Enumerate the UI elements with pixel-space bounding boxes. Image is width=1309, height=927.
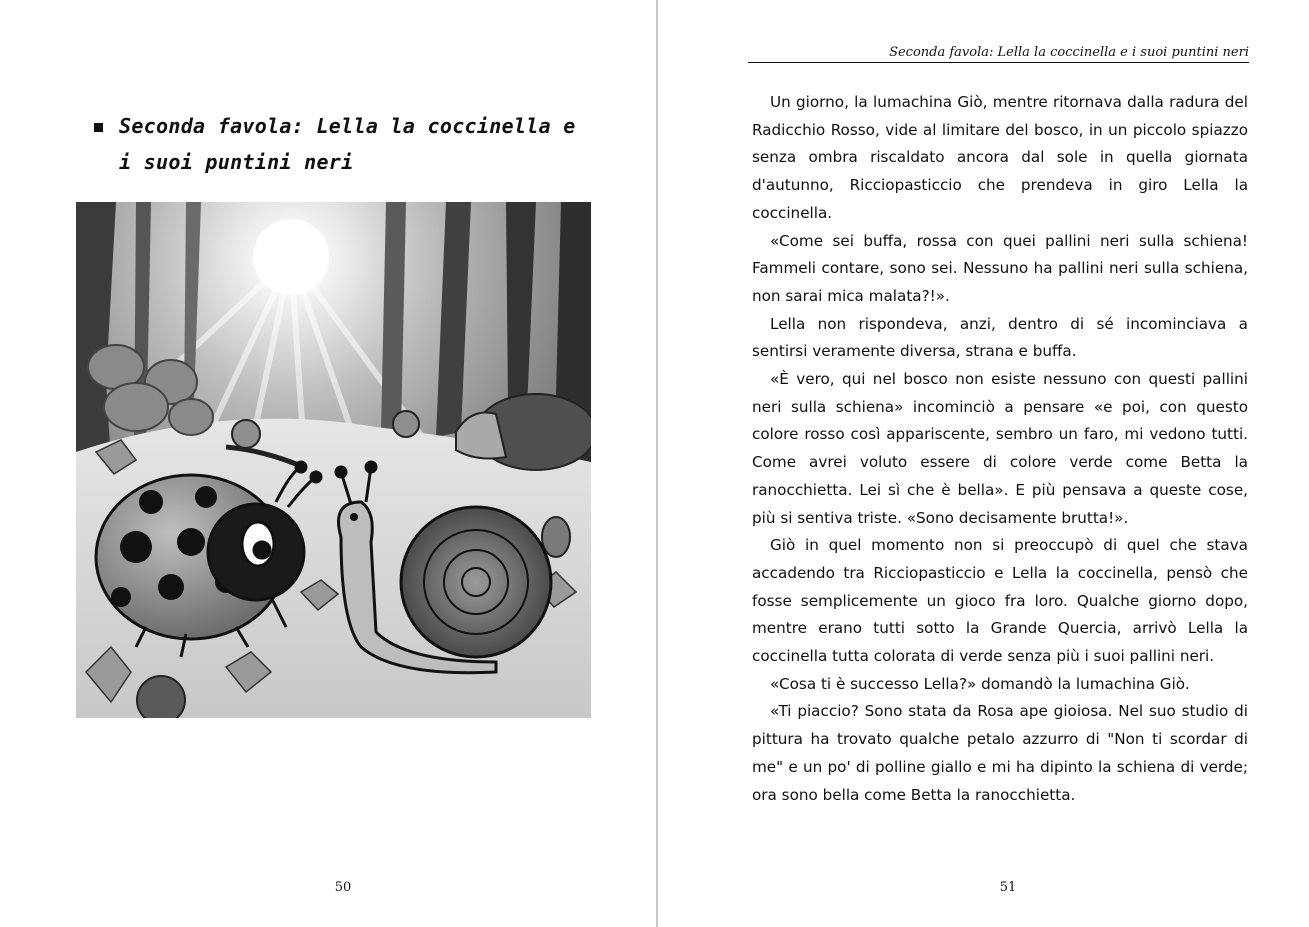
heading-bullet-icon bbox=[94, 123, 103, 132]
running-header: Seconda favola: Lella la coccinella e i suoi puntini neri bbox=[748, 45, 1249, 63]
chapter-heading bbox=[95, 108, 595, 180]
paragraph: Un giorno, la lumachina Giò, mentre ritornava dalla radura del Radicchio Rosso, vide al limitare del bosco, in un piccolo spiazzo senza ombra riscaldato ancora dal sole in quella giornata d'autunno, Ricciopasticcio che prendeva in giro Lella la coccinella. bbox=[752, 93, 1248, 222]
page-number: 51 bbox=[999, 880, 1017, 895]
paragraph: «Come sei buffa, rossa con quei pallini neri sulla schiena! Fammeli contare, sono sei. Nessuno ha pallini neri sulla schiena, non sarai mica malata?!». bbox=[752, 231, 1248, 305]
right-page bbox=[658, 0, 1309, 927]
illustration-ladybug-and-snail bbox=[76, 202, 591, 718]
page-number: 50 bbox=[334, 880, 352, 895]
paragraph: «È vero, qui nel bosco non esiste nessuno con questi pallini neri sulla schiena» incominciò a pensare «e poi, con questo colore rosso così appariscente, sembro un faro, mi vedono tutti. Come avrei voluto essere di colore verde come Betta la ranocchietta. Lei sì che è bella». E più pensava a queste cose, più si sentiva triste. «Sono decisamente brutta!». bbox=[752, 370, 1248, 527]
paragraph: «Ti piaccio? Sono stata da Rosa ape gioiosa. Nel suo studio di pittura ha trovato qualche petalo azzurro di "Non ti scordar di me" e un po' di polline giallo e mi ha dipinto la schiena di verde; ora sono bella come Betta la ranocchietta. bbox=[752, 702, 1248, 804]
chapter-heading-text: Seconda favola: Lella la coccinella e i suoi puntini neri bbox=[119, 114, 576, 174]
paragraph: Giò in quel momento non si preoccupò di quel che stava accadendo tra Ricciopasticcio e Lella la coccinella, pensò che fosse semplicemente un gioco fra loro. Qualche giorno dopo, mentre erano tutti sotto la Grande Quercia, arrivò Lella la coccinella tutta colorata di verde senza più i suoi pallini neri. bbox=[752, 536, 1248, 666]
paragraph: Lella non rispondeva, anzi, dentro di sé incominciava a sentirsi veramente diversa, strana e buffa. bbox=[752, 314, 1248, 361]
paragraph: «Cosa ti è successo Lella?» domandò la lumachina Giò. bbox=[770, 674, 1190, 693]
body-text bbox=[752, 89, 1248, 809]
